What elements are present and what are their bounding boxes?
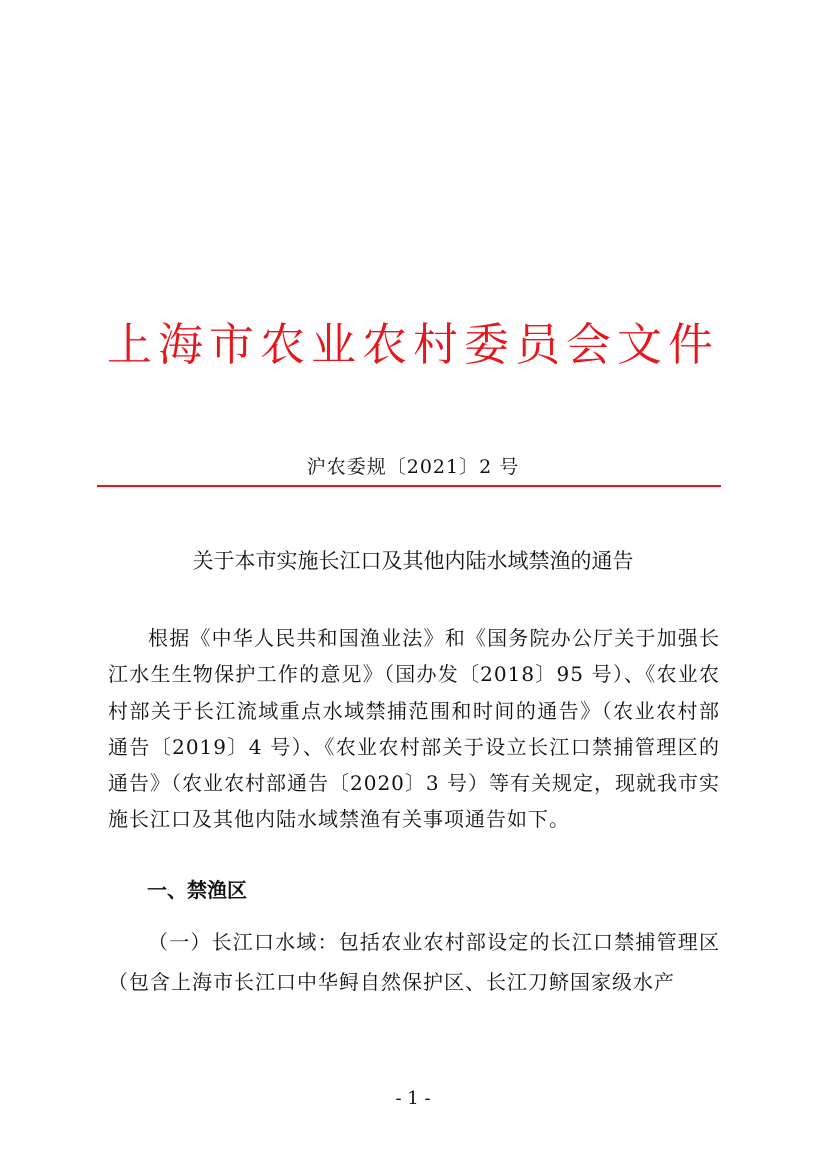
letterhead-title: 上海市农业农村委员会文件 — [106, 318, 719, 371]
page-number: - 1 - — [395, 1088, 431, 1109]
intro-block — [108, 620, 720, 838]
section-heading: 一、禁渔区 — [147, 878, 247, 902]
intro-paragraph: 根据《中华人民共和国渔业法》和《国务院办公厅关于加强长江水生生物保护工作的意见》（国办发〔2018〕95 号）、《农业农村部关于长江流域重点水域禁捕范围和时间的通告》（农业农村部通告〔2019〕4 号）、《农业农村部关于设立长江口禁捕管理区的通告》（农业农村部通告〔2020〕3 号）等有关规定，现就我市实施长江口及其他内陆水域禁渔有关事项通告如下。 — [108, 626, 720, 832]
notice-title: 关于本市实施长江口及其他内陆水域禁渔的通告 — [192, 549, 634, 573]
section-paragraph: （一）长江口水域：包括农业农村部设定的长江口禁捕管理区（包含上海市长江口中华鲟自然保护区、长江刀鲚国家级水产 — [108, 930, 720, 994]
document-number: 沪农委规〔2021〕2 号 — [306, 456, 520, 478]
section-block — [108, 922, 720, 1002]
red-divider — [97, 485, 721, 487]
